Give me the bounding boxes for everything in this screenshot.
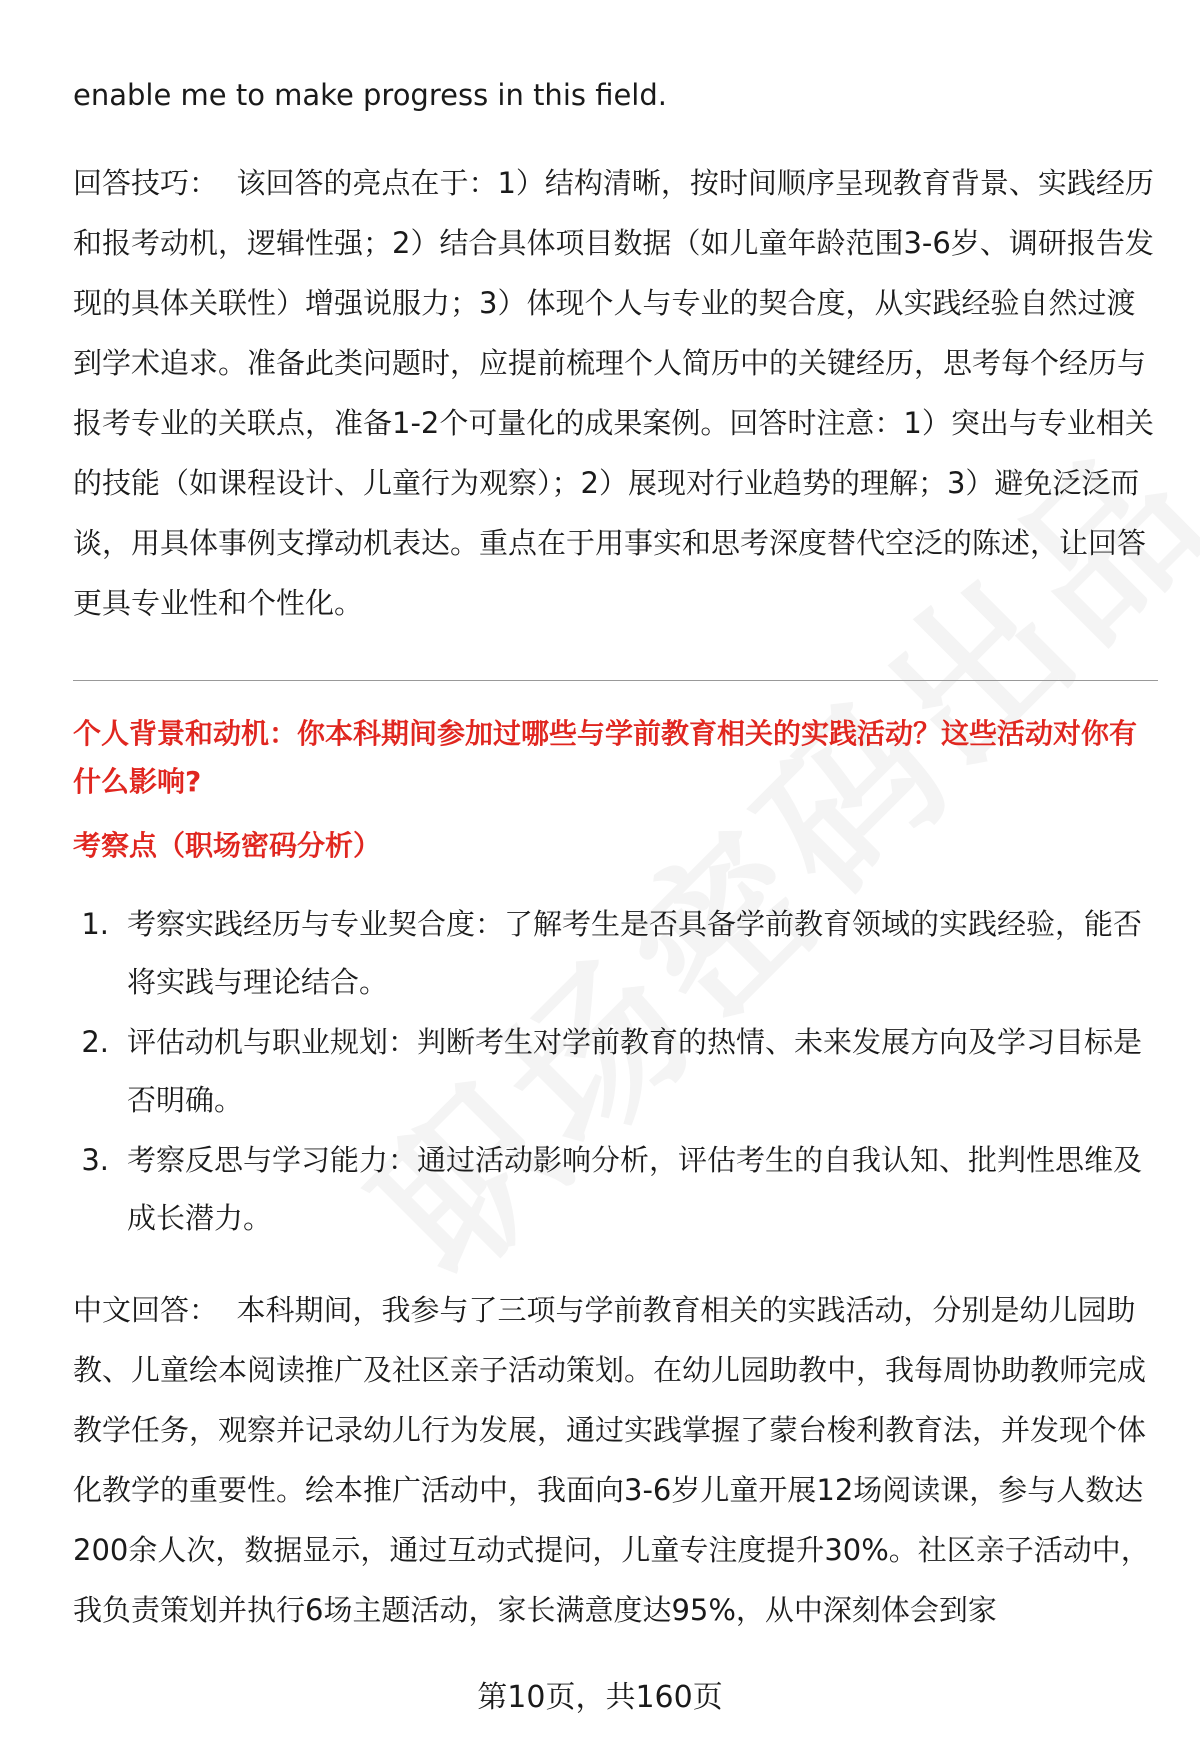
- page-number-footer: 第10页，共160页: [477, 1680, 723, 1715]
- tips-label: 回答技巧：: [73, 166, 219, 200]
- question-heading: 个人背景和动机：你本科期间参加过哪些与学前教育相关的实践活动？这些活动对你有什么影响?: [73, 717, 1138, 798]
- assessment-points-list: [73, 895, 1158, 1249]
- answer-label: 中文回答：: [73, 1293, 219, 1327]
- list-item: [73, 1131, 1158, 1247]
- answer-tips-paragraph: [73, 153, 1158, 633]
- tips-text: 该回答的亮点在于：1）结构清晰，按时间顺序呈现教育背景、实践经历和报考动机，逻辑性强；2）结合具体项目数据（如儿童年龄范围3-6岁、调研报告发现的具体关联性）增强说服力；3）体现个人与专业的契合度，从实践经验自然过渡到学术追求。准备此类问题时，应提前梳理个人简历中的关键经历，思考每个经历与报考专业的关联点，准备1-2个可量化的成果案例。回答时注意：1）突出与专业相关的技能（如课程设计、儿童行为观察）；2）展现对行业趋势的理解；3）避免泛泛而谈，用具体事例支撑动机表达。重点在于用事实和思考深度替代空泛的陈述，让回答更具专业性和个性化。: [73, 166, 1154, 620]
- answer-text: 本科期间，我参与了三项与学前教育相关的实践活动，分别是幼儿园助教、儿童绘本阅读推广及社区亲子活动策划。在幼儿园助教中，我每周协助教师完成教学任务，观察并记录幼儿行为发展，通过实践掌握了蒙台梭利教育法，并发现个体化教学的重要性。绘本推广活动中，我面向3-6岁儿童开展12场阅读课，参与人数达200余人次，数据显示，通过互动式提问，儿童专注度提升30%。社区亲子活动中，我负责策划并执行6场主题活动，家长满意度达95%，从中深刻体会到家: [73, 1293, 1150, 1627]
- list-item-text: 考察反思与学习能力：通过活动影响分析，评估考生的自我认知、批判性思维及成长潜力。: [127, 1143, 1143, 1235]
- assessment-points-title: 考察点（职场密码分析）: [73, 829, 382, 862]
- list-item-text: 评估动机与职业规划：判断考生对学前教育的热情、未来发展方向及学习目标是否明确。: [127, 1025, 1143, 1117]
- list-number: 2.: [81, 1025, 109, 1059]
- section-divider: [73, 680, 1158, 681]
- list-item: [73, 895, 1158, 1011]
- continuation-text: enable me to make progress in this field.: [73, 78, 667, 112]
- list-number: 3.: [81, 1143, 109, 1177]
- list-number: 1.: [81, 907, 109, 941]
- list-item: [73, 1013, 1158, 1129]
- chinese-answer-paragraph: [73, 1280, 1158, 1640]
- list-item-text: 考察实践经历与专业契合度：了解考生是否具备学前教育领域的实践经验，能否将实践与理论结合。: [127, 907, 1143, 999]
